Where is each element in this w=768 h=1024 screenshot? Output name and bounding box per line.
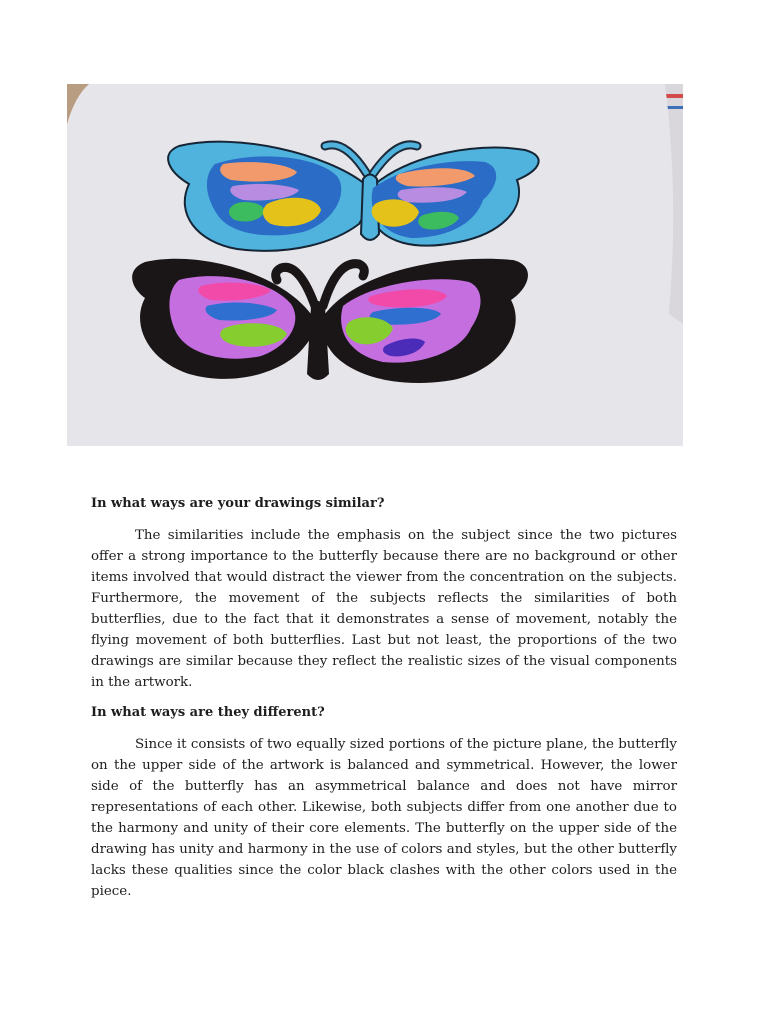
- butterfly-drawings-illustration: [67, 84, 683, 446]
- similarities-heading: In what ways are your drawings similar?: [91, 496, 385, 511]
- differences-heading: In what ways are they different?: [91, 705, 325, 720]
- butterfly-drawings-photo: [67, 84, 683, 446]
- differences-paragraph: Since it consists of two equally sized portions of the picture plane, the butterfly on the upper side of the artwork is balanced and symmetrical. However, the lower side of the butterfly has an asymmetrical balance and does not have mirror representations of each other. Likewise, both subjects differ from one another due to the harmony and unity of their core elements. The butterfly on the upper side of the drawing has unity and harmony in the use of colors and styles, but the other butterfly lacks these qualities since the color black clashes with the other colors used in the piece.: [91, 737, 677, 899]
- document-text: [91, 494, 677, 912]
- similarities-paragraph: The similarities include the emphasis on the subject since the two pictures offer a strong importance to the butterfly because there are no background or other items involved that would distract the viewer from the concentration on the subjects. Furthermore, the movement of the subjects reflects the similarities of both butterflies, due to the fact that it demonstrates a sense of movement, notably the flying movement of both butterflies. Last but not least, the proportions of the two drawings are similar because they reflect the realistic sizes of the visual components in the artwork.: [91, 528, 677, 690]
